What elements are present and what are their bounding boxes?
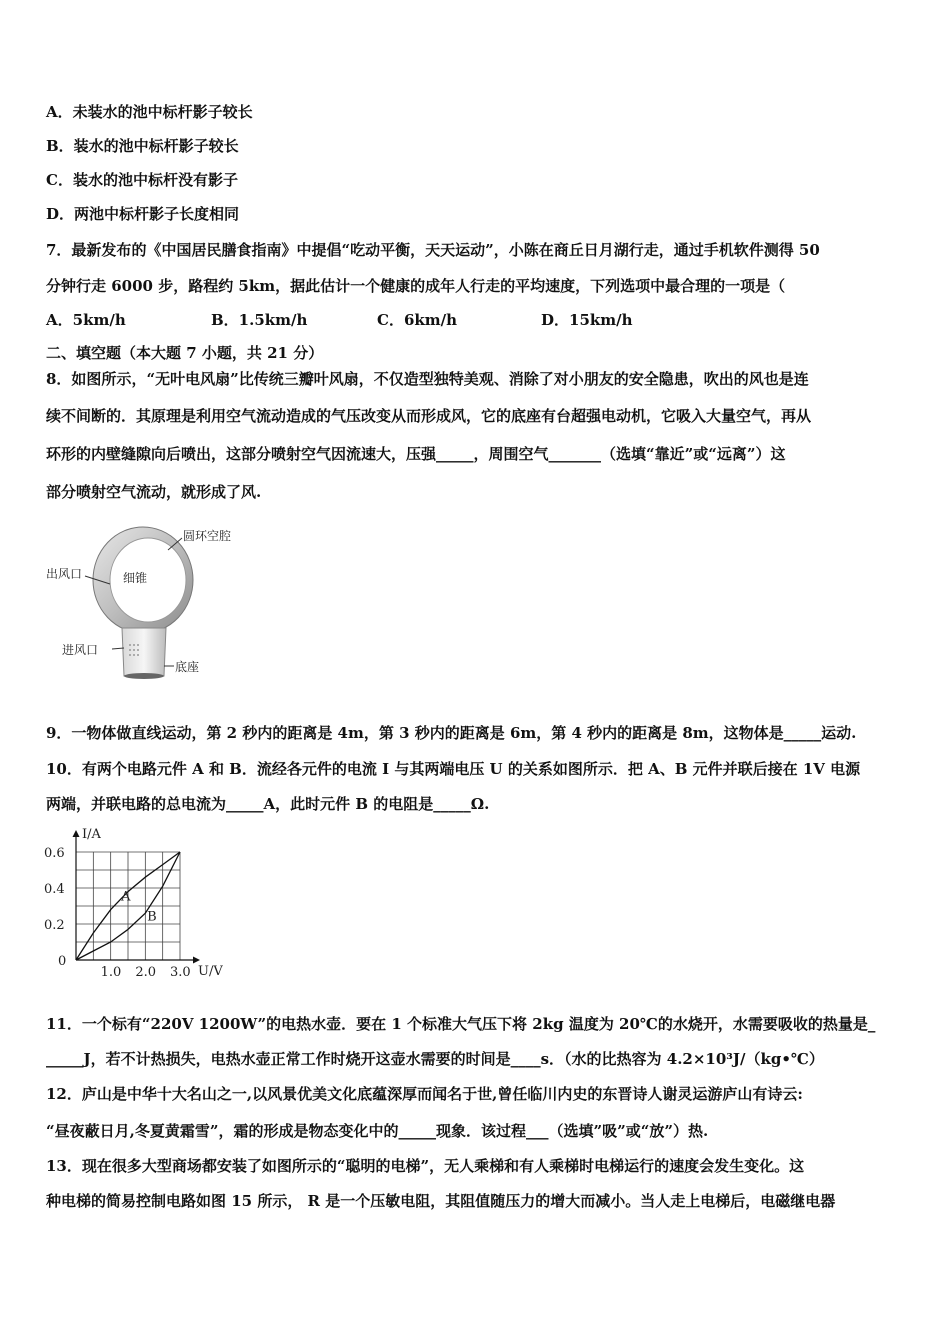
q10-line-1: 10．有两个电路元件 A 和 B．流经各元件的电流 I 与其两端电压 U 的关系如图所示．把 A、B 元件并联后接在 1V 电源 (46, 760, 861, 778)
q7-option-d: D．15km/h (541, 311, 633, 329)
q8-line-4: 部分喷射空气流动，就形成了风. (46, 483, 262, 501)
fan-label-base: 底座 (175, 660, 200, 674)
q9-text: 9．一物体做直线运动，第 2 秒内的距离是 4m，第 3 秒内的距离是 6m，第 4 秒内的距离是 8m，这物体是_____运动. (46, 724, 857, 742)
x-tick-label: 3.0 (170, 965, 191, 980)
q7-option-a: A．5km/h (46, 311, 126, 329)
q12-line-2: “昼夜蔽日月,冬夏黄霜雪”，霜的形成是物态变化中的_____现象．该过程___（选填”吸”或“放”）热. (46, 1122, 709, 1140)
q8-line-1: 8．如图所示，“无叶电风扇”比传统三瓣叶风扇，不仅造型独特美观、消除了对小朋友的安全隐患，吹出的风也是连 (46, 370, 809, 388)
q7-option-c: C．6km/h (377, 311, 458, 329)
q11-line-1: 11．一个标有“220V 1200W”的电热水壶．要在 1 个标准大气压下将 2kg 温度为 20℃的水烧开，水需要吸收的热量是_ (46, 1015, 876, 1033)
fan-base (122, 628, 166, 676)
x-tick-label: 1.0 (100, 965, 122, 980)
bladeless-fan-figure (40, 520, 260, 685)
q8-line-3: 环形的内壁缝隙向后喷出，这部分喷射空气因流速大，压强_____，周围空气_______（选填“靠近”或“远离”）这 (46, 445, 786, 463)
q6-option-c: C．装水的池中标杆没有影子 (46, 171, 238, 189)
x-tick-label: 2.0 (135, 965, 157, 980)
fan-base-foot (124, 673, 164, 679)
series-a-label: A (121, 889, 131, 905)
iu-chart (40, 822, 240, 982)
fan-label-cone: 细锥 (123, 571, 148, 585)
y-axis-label: I/A (82, 827, 101, 842)
fan-label-ring-cavity: 圆环空腔 (183, 529, 232, 543)
y-tick-label: 0.6 (44, 846, 65, 861)
fan-label-outlet: 出风口 (46, 567, 83, 581)
fan-label-inlet: 进风口 (62, 643, 99, 657)
section-2-title: 二、填空题（本大题 7 小题，共 21 分） (46, 344, 324, 362)
origin-label: 0 (58, 954, 67, 969)
series-b-label: B (147, 909, 157, 925)
q10-line-2: 两端，并联电路的总电流为_____A，此时元件 B 的电阻是_____Ω. (46, 795, 490, 813)
q7-line-1: 7．最新发布的《中国居民膳食指南》中提倡“吃动平衡，天天运动”，小陈在商丘日月湖行走，通过手机软件测得 50 (46, 241, 820, 259)
y-tick-label: 0.4 (44, 882, 65, 897)
q13-line-1: 13．现在很多大型商场都安装了如图所示的“聪明的电梯”，无人乘梯和有人乘梯时电梯运行的速度会发生变化。这 (46, 1157, 805, 1175)
q13-line-2: 种电梯的简易控制电路如图 15 所示， R 是一个压敏电阻，其阻值随压力的增大而减小。当人走上电梯后，电磁继电器 (46, 1192, 836, 1210)
q7-line-2: 分钟行走 6000 步，路程约 5km，据此估计一个健康的成年人行走的平均速度，下列选项中最合理的一项是（ (46, 277, 786, 295)
iu-chart-grid (76, 852, 180, 960)
q7-option-b: B．1.5km/h (211, 311, 308, 329)
y-axis-arrow (73, 830, 80, 837)
fan-ring-opening (110, 538, 186, 622)
q6-option-d: D．两池中标杆影子长度相同 (46, 205, 240, 223)
q6-option-a: A．未装水的池中标杆影子较长 (46, 103, 253, 121)
q6-option-b: B．装水的池中标杆影子较长 (46, 137, 239, 155)
q8-line-2: 续不间断的．其原理是利用空气流动造成的气压改变从而形成风，它的底座有台超强电动机，它吸入大量空气，再从 (46, 407, 812, 425)
q12-line-1: 12．庐山是中华十大名山之一,以风景优美文化底蕴深厚而闻名于世,曾任临川内史的东晋诗人谢灵运游庐山有诗云: (46, 1085, 803, 1103)
x-axis-label: U/V (198, 964, 223, 979)
y-tick-label: 0.2 (44, 918, 65, 933)
fan-inlet-grille (129, 644, 139, 656)
q11-line-2: _____J，若不计热损失，电热水壶正常工作时烧开这壶水需要的时间是____s．（水的比热容为 4.2×10³J/（kg•℃） (46, 1050, 824, 1068)
x-axis-arrow (193, 957, 200, 964)
